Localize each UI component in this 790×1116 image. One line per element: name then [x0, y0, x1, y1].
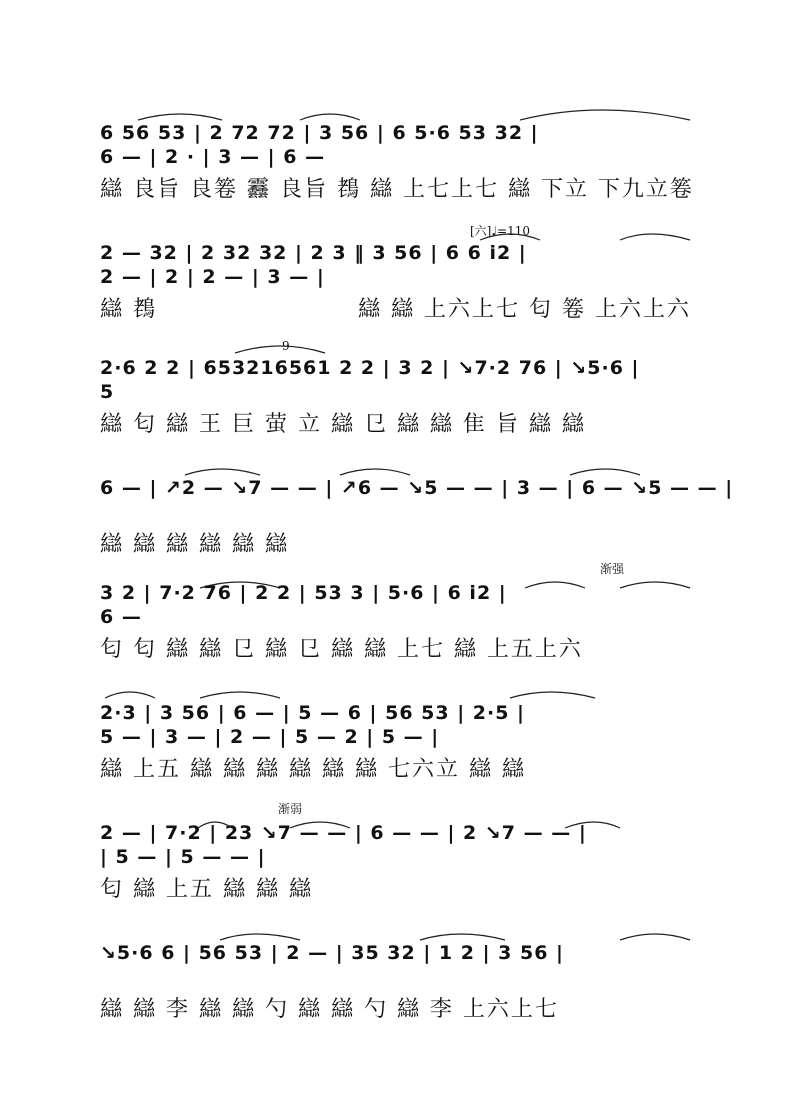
upper-notes: 2 — | 7·2 | 23 ↘7 — — | 6 — — | 2 ↘7 — — | — [100, 822, 587, 844]
tablature: 䜌 䜌 李 䜌 䜌 勺 䜌 䜌 勺 䜌 李 上六上七 — [100, 997, 559, 1022]
upper-notes: 2·6 2 2 | 653216561 2 2 | 3 2 | ↘7·2 76 | ↘5·6 | — [100, 357, 640, 379]
score-line-6 — [0, 680, 790, 790]
score-line-2 — [0, 220, 790, 330]
tempo-mark: [六]♩=110 — [470, 224, 530, 238]
upper-notes: 6 — | ↗2 — ↘7 — — | ↗6 — ↘5 — — | 3 — | 6 — ↘5 — — | — [100, 477, 734, 499]
tablature: 匂 匂 䜌 䜌 㔾 䜌 㔾 䜌 䜌 上七 䜌 上五上六 — [100, 637, 583, 662]
tablature: 匂 䜌 上五 䜌 䜌 䜌 — [100, 877, 313, 902]
dynamic-mark: 渐弱 — [278, 802, 303, 816]
lower-notes: | 5 — | 5 — — | — [100, 846, 266, 868]
score-line-5 — [0, 560, 790, 670]
tablature: 䜌 䜌 䜌 䜌 䜌 䜌 — [100, 532, 289, 557]
lower-notes: 5 — [100, 381, 115, 403]
tablature: 䜌 上五 䜌 䜌 䜌 䜌 䜌 䜌 七六立 䜌 䜌 — [100, 757, 526, 782]
upper-notes: 2·3 | 3 56 | 6 — | 5 — 6 | 56 53 | 2·5 | — [100, 702, 525, 724]
tablature: 䜌 良旨 良箞 䨺 良旨 䳓 䜌 上七上七 䜌 下立 下九立箞 — [100, 177, 694, 202]
upper-notes: 3 2 | 7·2 76 | 2 2 | 53 3 | 5·6 | 6 i2 | — [100, 582, 507, 604]
lower-notes: 6 — | 2 · | 3 — | 6 — — [100, 146, 326, 168]
lower-notes: 5 — | 3 — | 2 — | 5 — 2 | 5 — | — [100, 726, 440, 748]
score-line-4 — [0, 455, 790, 565]
upper-notes: 6 56 53 | 2 72 72 | 3 56 | 6 5·6 53 32 | — [100, 122, 539, 144]
lower-notes: 6 — — [100, 606, 142, 628]
score-line-1 — [0, 100, 790, 210]
score-line-8 — [0, 920, 790, 1030]
score-line-3 — [0, 335, 790, 445]
dynamic-mark: 渐强 — [600, 562, 625, 576]
lower-notes: 2 — | 2 | 2 — | 3 — | — [100, 266, 325, 288]
tablature: 䜌 匂 䜌 王 巨 萤 立 䜌 㔾 䜌 䜌 隹 旨 䜌 䜌 — [100, 412, 586, 437]
tuplet-mark: 9 — [282, 339, 290, 353]
score-line-7 — [0, 800, 790, 910]
tablature: 䜌 䳓 䜌 䜌 上六上七 匂 箞 上六上六 — [100, 297, 691, 322]
upper-notes: 2 — 32 | 2 32 32 | 2 3 ‖ 3 56 | 6 6 i2 | — [100, 242, 527, 264]
upper-notes: ↘5·6 6 | 56 53 | 2 — | 35 32 | 1 2 | 3 56 | — [100, 942, 564, 964]
